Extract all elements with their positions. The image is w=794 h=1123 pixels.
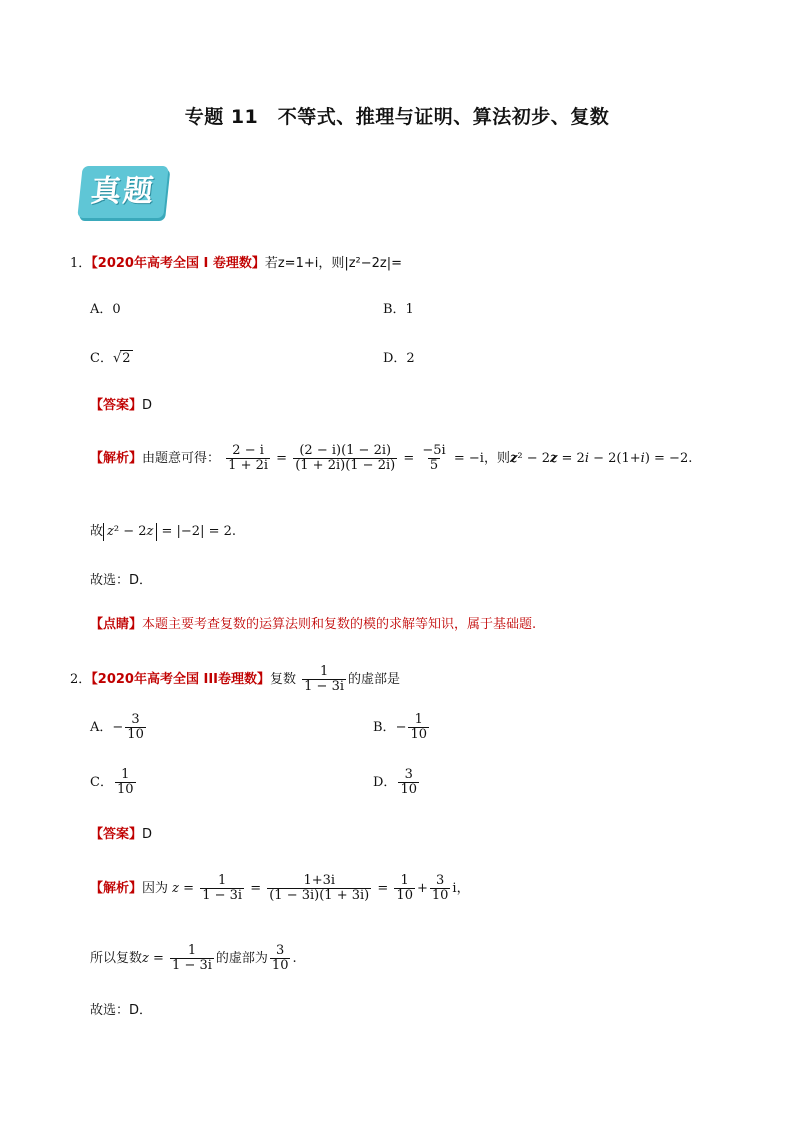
analysis-line-1: 【解析】因为 z = $\frac{1}{1 - 3i}$ = $\frac{1+3i}{(1 - 3i)(1 + 3i)}$ = $\frac{1}{10}$ + $\frac{3}{10}$ i， — [90, 873, 470, 903]
answer-line: 【答案】D — [90, 398, 153, 413]
analysis-line-1: 【解析】由题意可得： $\frac{2 - i}{1 + 2i}$ = $\frac{(2 - i)(1 - 2i)}{(1 + 2i)(1 - 2i)}$ = $\frac{-5i}{5}$ = −i，则z² − 2z = 2i − 2(1+i) = −2. — [90, 443, 693, 473]
analysis-line-2: 故 z² − 2z = |−2| = 2. — [90, 524, 237, 539]
option-a: A．− $\frac{3}{10}$ — [90, 712, 144, 742]
fraction: $\frac{-5i}{5}$ — [422, 443, 446, 473]
fraction: $\frac{(2 - i)(1 - 2i)}{(1 + 2i)(1 - 2i)}$ — [295, 443, 396, 473]
option-c: C． $\frac{1}{10}$ — [90, 767, 134, 797]
fraction: $\frac{1}{1 - 3i}$ — [304, 664, 345, 694]
badge-label: 真题 — [89, 174, 157, 209]
question-source: 【2020年高考全国 I 卷理数】 — [91, 256, 265, 271]
comment-line: 【点睛】本题主要考查复数的运算法则和复数的模的求解等知识，属于基础题. — [90, 617, 537, 632]
question-number: 2． — [70, 672, 92, 687]
option-d: D．2 — [383, 351, 415, 366]
answer-line: 【答案】D — [90, 827, 153, 842]
analysis-conclusion: 故选：D． — [90, 573, 153, 588]
question-number: 1． — [70, 256, 92, 271]
page-title: 专题 11 不等式、推理与证明、算法初步、复数 — [184, 106, 610, 128]
option-b: B．− $\frac{1}{10}$ — [373, 712, 428, 742]
option-d: D． $\frac{3}{10}$ — [373, 767, 417, 797]
question-2-stem: 2．【2020年高考全国 III卷理数】复数 $\frac{1}{1 - 3i}$ 的虚部是 — [70, 664, 401, 694]
fraction: $\frac{2 - i}{1 + 2i}$ — [228, 443, 269, 473]
question-source: 【2020年高考全国 III卷理数】 — [91, 672, 270, 687]
analysis-line-2: 所以复数z = $\frac{1}{1 - 3i}$ 的虚部为 $\frac{3}{10}$ . — [90, 943, 297, 973]
answer-value: D — [142, 827, 153, 842]
option-c: C．√2 — [90, 351, 131, 366]
zhenti-badge — [77, 166, 168, 218]
answer-value: D — [142, 398, 153, 413]
option-b: B．1 — [383, 302, 414, 317]
question-text: 若z=1+i，则|z²−2z|= — [264, 256, 403, 271]
analysis-conclusion: 故选：D． — [90, 1003, 153, 1018]
question-1-stem — [70, 255, 402, 273]
option-a: A．0 — [90, 302, 121, 317]
